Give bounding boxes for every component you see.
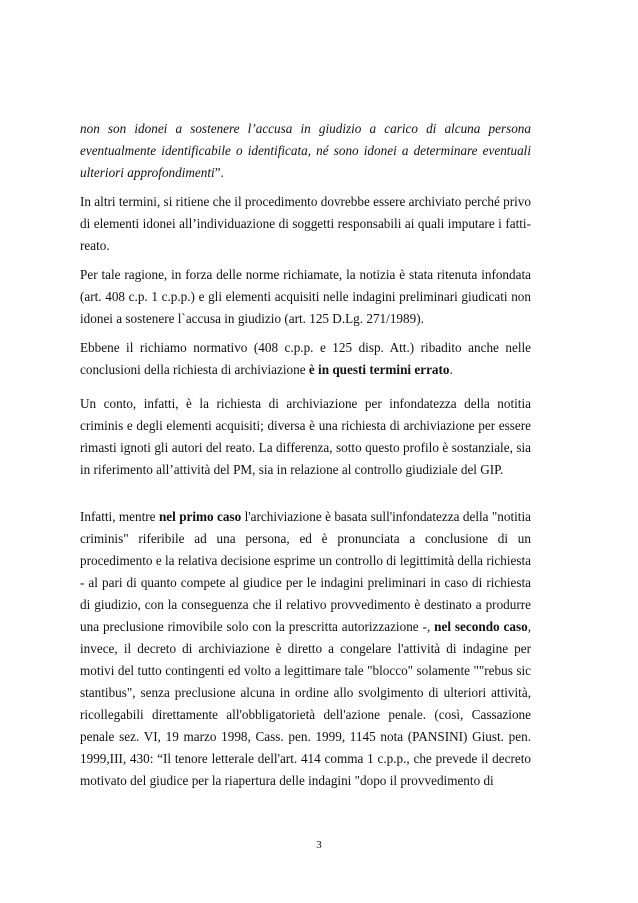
- paragraph-1: [80, 118, 531, 184]
- paragraph-6: [80, 506, 531, 792]
- text-segment: Infatti, mentre: [80, 509, 159, 524]
- text-segment: Per tale ragione, in forza delle norme richiamate, la notizia è stata ritenuta infondata (art. 408 c.p. 1 c.p.p.) e gli elementi acquisiti nelle indagini preliminari giudicati non idonei a sostenere l`accusa in giudizio (art. 125 D.Lg. 271/1989).: [80, 267, 531, 326]
- text-segment: Ebbene il richiamo normativo (408 c.p.p. e 125 disp. Att.) ribadito anche nelle conclusioni della richiesta di archiviazione: [80, 340, 531, 377]
- text-segment: ”.: [214, 165, 224, 180]
- text-segment: , invece, il decreto di archiviazione è diretto a congelare l'attività di indagine per motivi del tutto contingenti ed volto a legittimare tale "blocco" solamente ""rebus sic stantibus", senza preclusione alcuna in ordine allo svolgimento di ulteriori attività, ricollegabili direttamente all'obbligatorietà dell'azione penale. (così, Cassazione penale sez. VI, 19 marzo 1998, Cass. pen. 1999, 1145 nota (PANSINI) Giust. pen. 1999,III, 430: “Il tenore letterale dell'art. 414 comma 1 c.p.p., che prevede il decreto motivato del giudice per la riapertura delle indagini "dopo il provvedimento di: [80, 619, 531, 788]
- text-segment: In altri termini, si ritiene che il procedimento dovrebbe essere archiviato perché privo di elementi idonei all’individuazione di soggetti responsabili ai quali imputare i fatti-reato.: [80, 194, 531, 253]
- text-segment: non son idonei a sostenere l’accusa in giudizio a carico di alcuna persona eventualmente identificabile o identificata, né sono idonei a determinare eventuali ulteriori approfondimenti: [80, 121, 531, 180]
- text-segment: l'archiviazione è basata sull'infondatezza della "notitia criminis" riferibile ad una persona, ed è pronunciata a conclusione di un procedimento e la relativa decisione esprime un controllo di legittimità della richiesta - al pari di quanto compete al giudice per le indagini preliminari in caso di richiesta di giudizio, con la conseguenza che il relativo provvedimento è destinato a produrre una preclusione rimovibile solo con la prescritta autorizzazione -,: [80, 509, 531, 634]
- paragraph-4: [80, 337, 531, 381]
- page-number: 3: [316, 839, 322, 851]
- text-segment: è in questi termini errato: [308, 362, 450, 377]
- text-segment: Un conto, infatti, è la richiesta di archiviazione per infondatezza della notitia criminis e degli elementi acquisiti; diversa è una richiesta di archiviazione per essere rimasti ignoti gli autori del reato. La differenza, sotto questo profilo è sostanziale, sia in riferimento all’attività del PM, sia in relazione al controllo giudiziale del GIP.: [80, 396, 531, 477]
- text-segment: nel secondo caso: [434, 619, 528, 634]
- text-segment: .: [449, 362, 453, 377]
- paragraph-3: [80, 264, 531, 330]
- paragraph-2: [80, 191, 531, 257]
- text-segment: nel primo caso: [158, 509, 242, 524]
- paragraph-5: [80, 393, 531, 481]
